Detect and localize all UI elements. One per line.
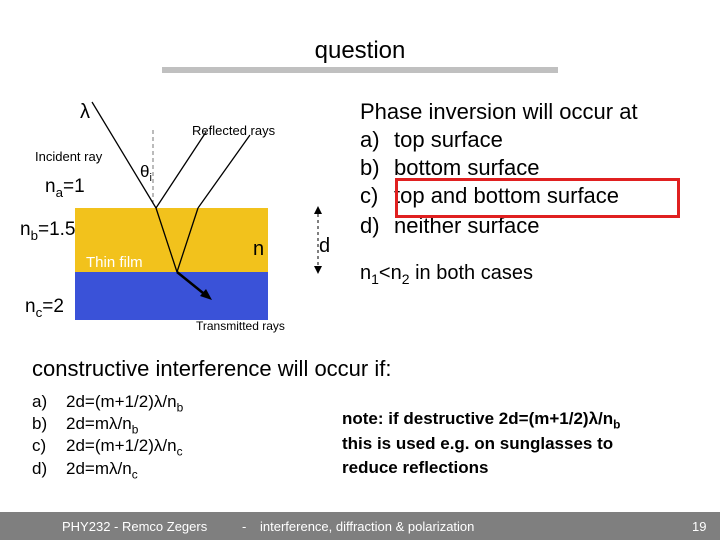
nc-label: $n_c=2$ <box>25 296 64 320</box>
question-prompt: Phase inversion will occur at <box>360 99 638 124</box>
theta-label: $\theta_i$ <box>140 162 152 184</box>
slide-title: question <box>314 37 406 64</box>
note-line-2: this is used e.g. on sunglasses to <box>342 434 614 453</box>
reflected-rays-label: Reflected rays <box>192 123 276 138</box>
note-line-1: note: if destructive $2d=(m+1/2)\lambda/n_b$ <box>342 409 621 432</box>
constructive-option-c: c) $2d=(m+1/2)\lambda/n_c$ <box>32 436 183 459</box>
reflected-ray-2 <box>198 135 250 208</box>
footer-separator: - <box>242 519 247 534</box>
note-line-3: reduce reflections <box>342 458 489 477</box>
n-film-label: n <box>253 238 265 260</box>
thickness-arrow-bottom <box>314 266 322 274</box>
footer-topic: interference, diffraction & polarization <box>260 519 475 534</box>
index-relation: $n_1<n_2$ in both cases <box>360 262 533 287</box>
incident-ray-label: Incident ray <box>35 149 103 164</box>
slide-footer <box>0 512 720 540</box>
constructive-heading: constructive interference will occur if: <box>32 356 392 381</box>
na-label: $n_a=1$ <box>45 176 85 200</box>
substrate-layer <box>75 272 268 320</box>
title-underline <box>162 67 558 73</box>
reflected-ray-1 <box>156 132 206 208</box>
constructive-option-a: a) $2d=(m+1/2)\lambda/n_b$ <box>32 392 184 415</box>
lambda-label: λ <box>80 101 90 123</box>
transmitted-rays-label: Transmitted rays <box>196 319 285 333</box>
footer-author: PHY232 - Remco Zegers <box>62 519 208 534</box>
question-option-b: b) bottom surface <box>360 155 540 180</box>
question-option-d: d) neither surface <box>360 213 540 238</box>
question-option-c: c) top and bottom surface <box>360 183 620 208</box>
page-number: 19 <box>692 519 707 534</box>
nb-label: $n_b=1.5$ <box>20 219 76 243</box>
answer-highlight-box <box>395 178 680 218</box>
constructive-option-b: b) $2d=m\lambda/n_b$ <box>32 414 139 437</box>
question-option-a: a) top surface <box>360 127 503 152</box>
d-label: d <box>319 235 331 257</box>
constructive-option-d: d) $2d=m\lambda/n_c$ <box>32 459 138 482</box>
thickness-arrow-top <box>314 206 322 214</box>
thin-film-label: Thin film <box>86 254 143 271</box>
